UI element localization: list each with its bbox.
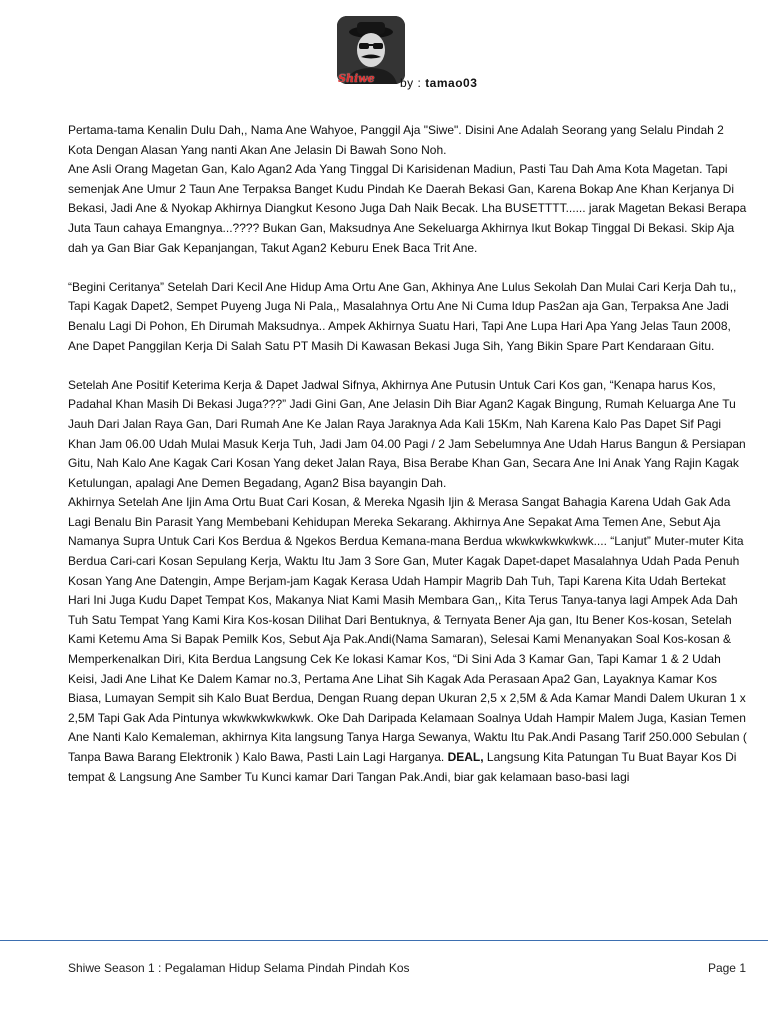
footer-title: Shiwe Season 1 : Pegalaman Hidup Selama Pindah Pindah Kos [68,961,410,975]
paragraph-intro: Pertama-tama Kenalin Dulu Dah,, Nama Ane Wahyoe, Panggil Aja "Siwe". Disini Ane Adalah Seorang yang Selalu Pindah 2 Kota Dengan Alasan Yang nanti Akan Ane Jelasin Di Bawah Sono Noh. Ane Asli Orang Magetan Gan, Kalo Agan2 Ada Yang Tinggal Di Karisidenan Madiun, Pasti Tau Dah Ama Kota Magetan. Tapi semenjak Ane Umur 2 Taun Ane Terpaksa Banget Kudu Pindah Ke Daerah Bekasi Gan, Karena Bokap Ane Khan Kerjanya Di Bekasi, Jadi Ane & Nyokap Akhirnya Diangkut Kesono Juga Dah Naik Becak. Lha BUSETTTT...... jarak Magetan Bekasi Berapa Juta Taun cahaya Emangnya...???? Bukan Gan, Maksudnya Ane Sekeluarga Akhirnya Ikut Bokap Tinggal Di Bekasi. Skip Aja dah ya Gan Biar Gak Kepanjangan, Takut Agan2 Keburu Enek Baca Trit Ane. [68,123,747,255]
footer-rule [0,940,768,941]
paragraph-story-start: “Begini Ceritanya” Setelah Dari Kecil Ane Hidup Ama Ortu Ane Gan, Akhinya Ane Lulus Sekolah Dan Mulai Cari Kerja Dah tu,, Tapi Kagak Dapet2, Sempet Puyeng Juga Ni Pala,, Masalahnya Ortu Ane Ni Cuma Idup Pas2an aja Gan, Terpaksa Ane Jadi Benalu Lagi Di Pohon, Eh Dirumah Maksudnya.. Ampek Akhirnya Suatu Hari, Tapi Ane Lupa Hari Apa Yang Jelas Taun 2008, Ane Dapet Panggilan Kerja Di Salah Satu PT Masih Di Kawasan Bekasi Juga Sih, Yang Bikin Spare Part Kendaraan Gitu. [68,279,737,353]
document-header [0,14,768,94]
avatar-signature: Shiwe [338,72,375,85]
document-body [68,121,748,787]
page-number: Page 1 [707,961,746,975]
author-byline [400,76,477,90]
author-name: tamao03 [425,76,478,90]
byline-prefix: by : [400,76,422,90]
paragraph-kos-search [68,376,748,787]
paragraph-kos-search-text: Setelah Ane Positif Keterima Kerja & Dapet Jadwal Sifnya, Akhirnya Ane Putusin Untuk Cari Kos gan, “Kenapa harus Kos, Padahal Khan Masih Di Bekasi Juga???” Jadi Gini Gan, Ane Jelasin Dih Biar Agan2 Kagak Bingung, Rumah Keluarga Ane Tu Jauh Dari Jalan Raya Gan, Dari Rumah Ane Ke Jalan Raya Jaraknya Ada Kali 15Km, Nah Karena Kalo Pas Dapet Sif Pagi Khan Jam 06.00 Udah Mulai Masuk Kerja Tuh, Jadi Jam 04.00 Pagi / 2 Jam Sebelumnya Ane Udah Harus Bangun & Persiapan Gitu, Nah Kalo Ane Kagak Cari Kosan Yang deket Jalan Raya, Bisa Berabe Khan Gan, Secara Ane Ini Anak Yang Rajin Kagak Ketulungan, apalagi Ane Demen Begadang, Agan2 Bisa bayangin Dah. Akhirnya Setelah Ane Ijin Ama Ortu Buat Cari Kosan, & Mereka Ngasih Ijin & Merasa Sangat Bahagia Karena Udah Gak Ada Lagi Benalu Bin Parasit Yang Membebani Kehidupan Mereka Sekarang. Akhirnya Ane Sepakat Ama Temen Ane, Sebut Aja Namanya Supra Untuk Cari Kos Berdua & Ngekos Berdua Kemana-mana Berdua wkwkwkwkwkwk.... “Lanjut” Muter-muter Kita Berdua Cari-cari Kosan Sepulang Kerja, Waktu Itu Jam 3 Sore Gan, Muter Kagak Dapet-dapet Masalahnya Udah Pada Penuh Kosan Yang Ane Datengin, Ampe Berjam-jam Kagak Kerasa Udah Hampir Magrib Dah Tuh, Tapi Karena Kita Udah Bertekat Hari Ini Juga Kudu Dapet Tempat Kos, Makanya Niat Kami Masih Membara Gan,, Kita Terus Tanya-tanya lagi Ampek Ada Dah Tuh Satu Tempat Yang Kami Kira Kos-kosan Dilihat Dari Bentuknya, & Ternyata Bener Aja gan, Itu Bener Kos-kosan, Setelah Kami Ketemu Ama Si Bapak Pemilk Kos, Sebut Aja Pak.Andi(Nama Samaran), Selesai Kami Menanyakan Soal Kos-kosan & Memperkenalkan Diri, Kita Berdua Langsung Cek Ke lokasi Kamar Kos, “Di Sini Ada 3 Kamar Gan, Tapi Kamar 1 & 2 Udah Keisi, Jadi Ane Lihat Ke Dalem Kamar no.3, Pertama Ane Lihat Sih Kagak Ada Perasaan Apa2 Gan, Layaknya Kamar Kos Biasa, Lumayan Sempit sih Kalo Buat Berdua, Dengan Ruang depan Ukuran 2,5 x 2,5M & Ada Kamar Mandi Dalem Ukuran 1 x 2,5M Tapi Gak Ada Pintunya wkwkwkwkwkwk. Oke Dah Daripada Kelamaan Soalnya Udah Hampir Malem Juga, Kasian Temen Ane Nanti Kalo Kemaleman, akhirnya Kita langsung Tanya Harga Sewanya, Waktu Itu Pak.Andi Pasang Tarif 250.000 Sebulan ( Tanpa Bawa Barang Elektronik ) Kalo Bawa, Pasti Lain Lagi Harganya. [68,377,747,764]
paragraph-kos-search-tail: Langsung Kita Patungan Tu Buat Bayar Kos Di tempat & Langsung Ane Samber Tu Kunci kamar Dari Tangan Pak.Andi, biar gak kelamaan baso-basi lagi [68,750,737,784]
deal-emphasis: DEAL, [447,750,484,764]
